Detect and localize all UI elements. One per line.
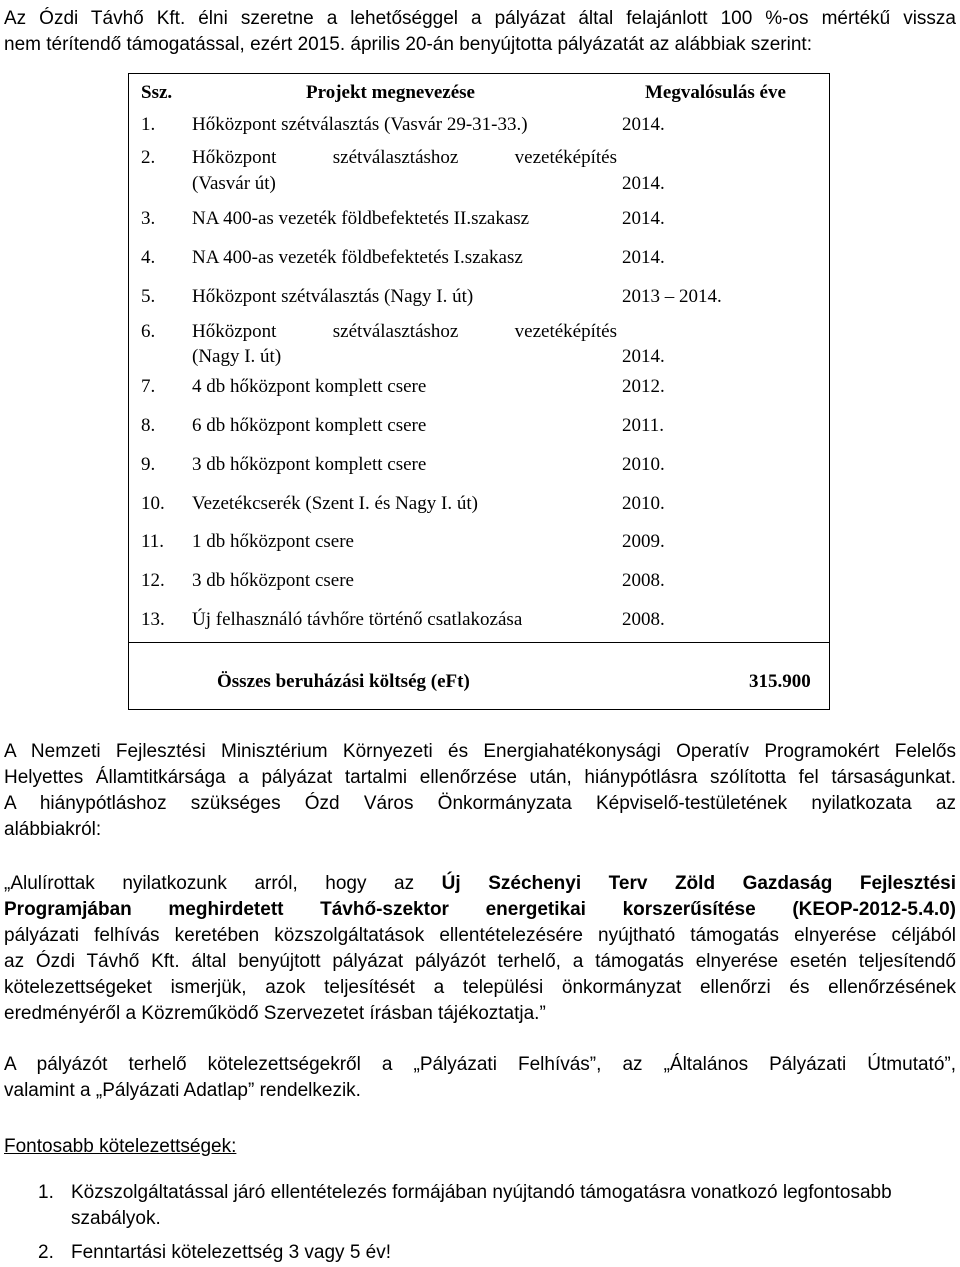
quote-line-3: pályázati felhívás keretében közszolgáltatások ellentételezésére nyújtható támogatás elnyerése céljából [4, 925, 956, 946]
row-project-name: Új felhasználó távhőre történő csatlakozása [192, 609, 523, 630]
list-item-number: 2. [38, 1242, 54, 1263]
row-year: 2014. [622, 346, 665, 367]
row-project-name-line2: (Vasvár út) [192, 173, 276, 194]
declaration-quote [4, 871, 956, 1027]
row-number: 10. [141, 493, 165, 514]
quote-line-5: kötelezettségeket ismerjük, azok teljesítését a települési önkormányzat ellenőrzi és ellenőrzésének [4, 977, 956, 998]
row-number: 3. [141, 208, 156, 229]
row-project-name: NA 400-as vezeték földbefektetés II.szakasz [192, 208, 530, 229]
row-number: 13. [141, 609, 165, 630]
intro-line-2: nem térítendő támogatással, ezért 2015. április 20-án benyújtotta pályázatát az alábbiak szerint: [4, 34, 812, 55]
row-year: 2008. [622, 609, 665, 630]
obligations-intro-paragraph [4, 1052, 956, 1104]
row-year: 2014. [622, 208, 665, 229]
obligations-heading-wrap [4, 1134, 956, 1160]
review-paragraph [4, 739, 956, 843]
obligations-heading: Fontosabb kötelezettségek: [4, 1136, 237, 1157]
total-value: 315.900 [749, 671, 811, 692]
row-project-name: 1 db hőközpont csere [192, 531, 354, 552]
program-name-bold: Új Széchenyi Terv Zöld Gazdaság Fejlesztési [441, 873, 956, 894]
row-year: 2014. [622, 247, 665, 268]
row-project-name: 4 db hőközpont komplett csere [192, 376, 427, 397]
row-number: 8. [141, 415, 156, 436]
row-year: 2014. [622, 173, 665, 194]
review-line-2: Helyettes Államtitkársága a pályázat tartalmi ellenőrzése után, hiánypótlásra szólította fel társaságunkat. [4, 767, 956, 788]
row-number: 2. [141, 147, 156, 168]
row-year: 2010. [622, 454, 665, 475]
row-number: 9. [141, 454, 156, 475]
total-label: Összes beruházási költség (eFt) [217, 671, 470, 692]
row-year: 2013 – 2014. [622, 286, 722, 307]
project-table [128, 73, 830, 710]
para2-line-2: valamint a „Pályázati Adatlap” rendelkezik. [4, 1080, 361, 1101]
header-year: Megvalósulás éve [645, 82, 786, 103]
row-project-name-line1: Hőközpont szétválasztáshoz vezetéképítés [192, 147, 617, 168]
intro-paragraph [4, 6, 956, 58]
quote-line-2: Programjában meghirdetett Távhő-szektor energetikai korszerűsítése (KEOP-2012-5.4.0) [4, 899, 956, 920]
row-project-name: Vezetékcserék (Szent I. és Nagy I. út) [192, 493, 478, 514]
quote-text: „Alulírottak nyilatkozunk arról, hogy az [4, 873, 442, 894]
review-line-4: alábbiakról: [4, 819, 102, 840]
row-number: 12. [141, 570, 165, 591]
para2-line-1: A pályázót terhelő kötelezettségekről a „Pályázati Felhívás”, az „Általános Pályázati Útmutató”, [4, 1054, 956, 1075]
row-project-name: 3 db hőközpont komplett csere [192, 454, 427, 475]
row-year: 2009. [622, 531, 665, 552]
row-project-name: 6 db hőközpont komplett csere [192, 415, 427, 436]
row-project-name-line1: Hőközpont szétválasztáshoz vezetéképítés [192, 321, 617, 342]
list-item-number: 1. [38, 1182, 54, 1203]
row-number: 7. [141, 376, 156, 397]
header-project-name: Projekt megnevezése [306, 82, 475, 103]
row-number: 5. [141, 286, 156, 307]
quote-line-4: az Ózdi Távhő Kft. által benyújtott pályázat pályázót terhelő, a támogatás elnyerése esetén teljesítendő [4, 951, 956, 972]
row-project-name: Hőközpont szétválasztás (Vasvár 29-31-33.) [192, 114, 528, 135]
quote-line-1 [4, 871, 956, 897]
row-project-name: NA 400-as vezeték földbefektetés I.szakasz [192, 247, 523, 268]
review-line-1: A Nemzeti Fejlesztési Minisztérium Környezeti és Energiahatékonysági Operatív Programokért Felelős [4, 741, 956, 762]
row-project-name-line2: (Nagy I. út) [192, 346, 282, 367]
header-ssz: Ssz. [141, 82, 173, 103]
row-number: 11. [141, 531, 165, 552]
row-number: 6. [141, 321, 156, 342]
row-project-name: Hőközpont szétválasztás (Nagy I. út) [192, 286, 474, 307]
row-number: 1. [141, 114, 156, 135]
row-project-name: 3 db hőközpont csere [192, 570, 354, 591]
list-item-text-continued: szabályok. [71, 1208, 161, 1229]
row-year: 2011. [622, 415, 665, 436]
row-number: 4. [141, 247, 156, 268]
row-year: 2008. [622, 570, 665, 591]
table-header-row [129, 74, 829, 108]
table-divider [129, 642, 829, 643]
review-line-3: A hiánypótláshoz szükséges Ózd Város Önkormányzata Képviselő-testületének nyilatkozata az [4, 793, 956, 814]
quote-line-6: eredményéről a Közreműködő Szervezetet írásban tájékoztatja.” [4, 1003, 546, 1024]
list-item-text: Közszolgáltatással járó ellentételezés formájában nyújtandó támogatásra vonatkozó legfontosabb [71, 1182, 892, 1203]
intro-line-1: Az Ózdi Távhő Kft. élni szeretne a lehetőséggel a pályázat által felajánlott 100 %-os mértékű vissza [4, 8, 956, 29]
row-year: 2012. [622, 376, 665, 397]
list-item-text: Fenntartási kötelezettség 3 vagy 5 év! [71, 1242, 392, 1263]
row-year: 2010. [622, 493, 665, 514]
row-year: 2014. [622, 114, 665, 135]
